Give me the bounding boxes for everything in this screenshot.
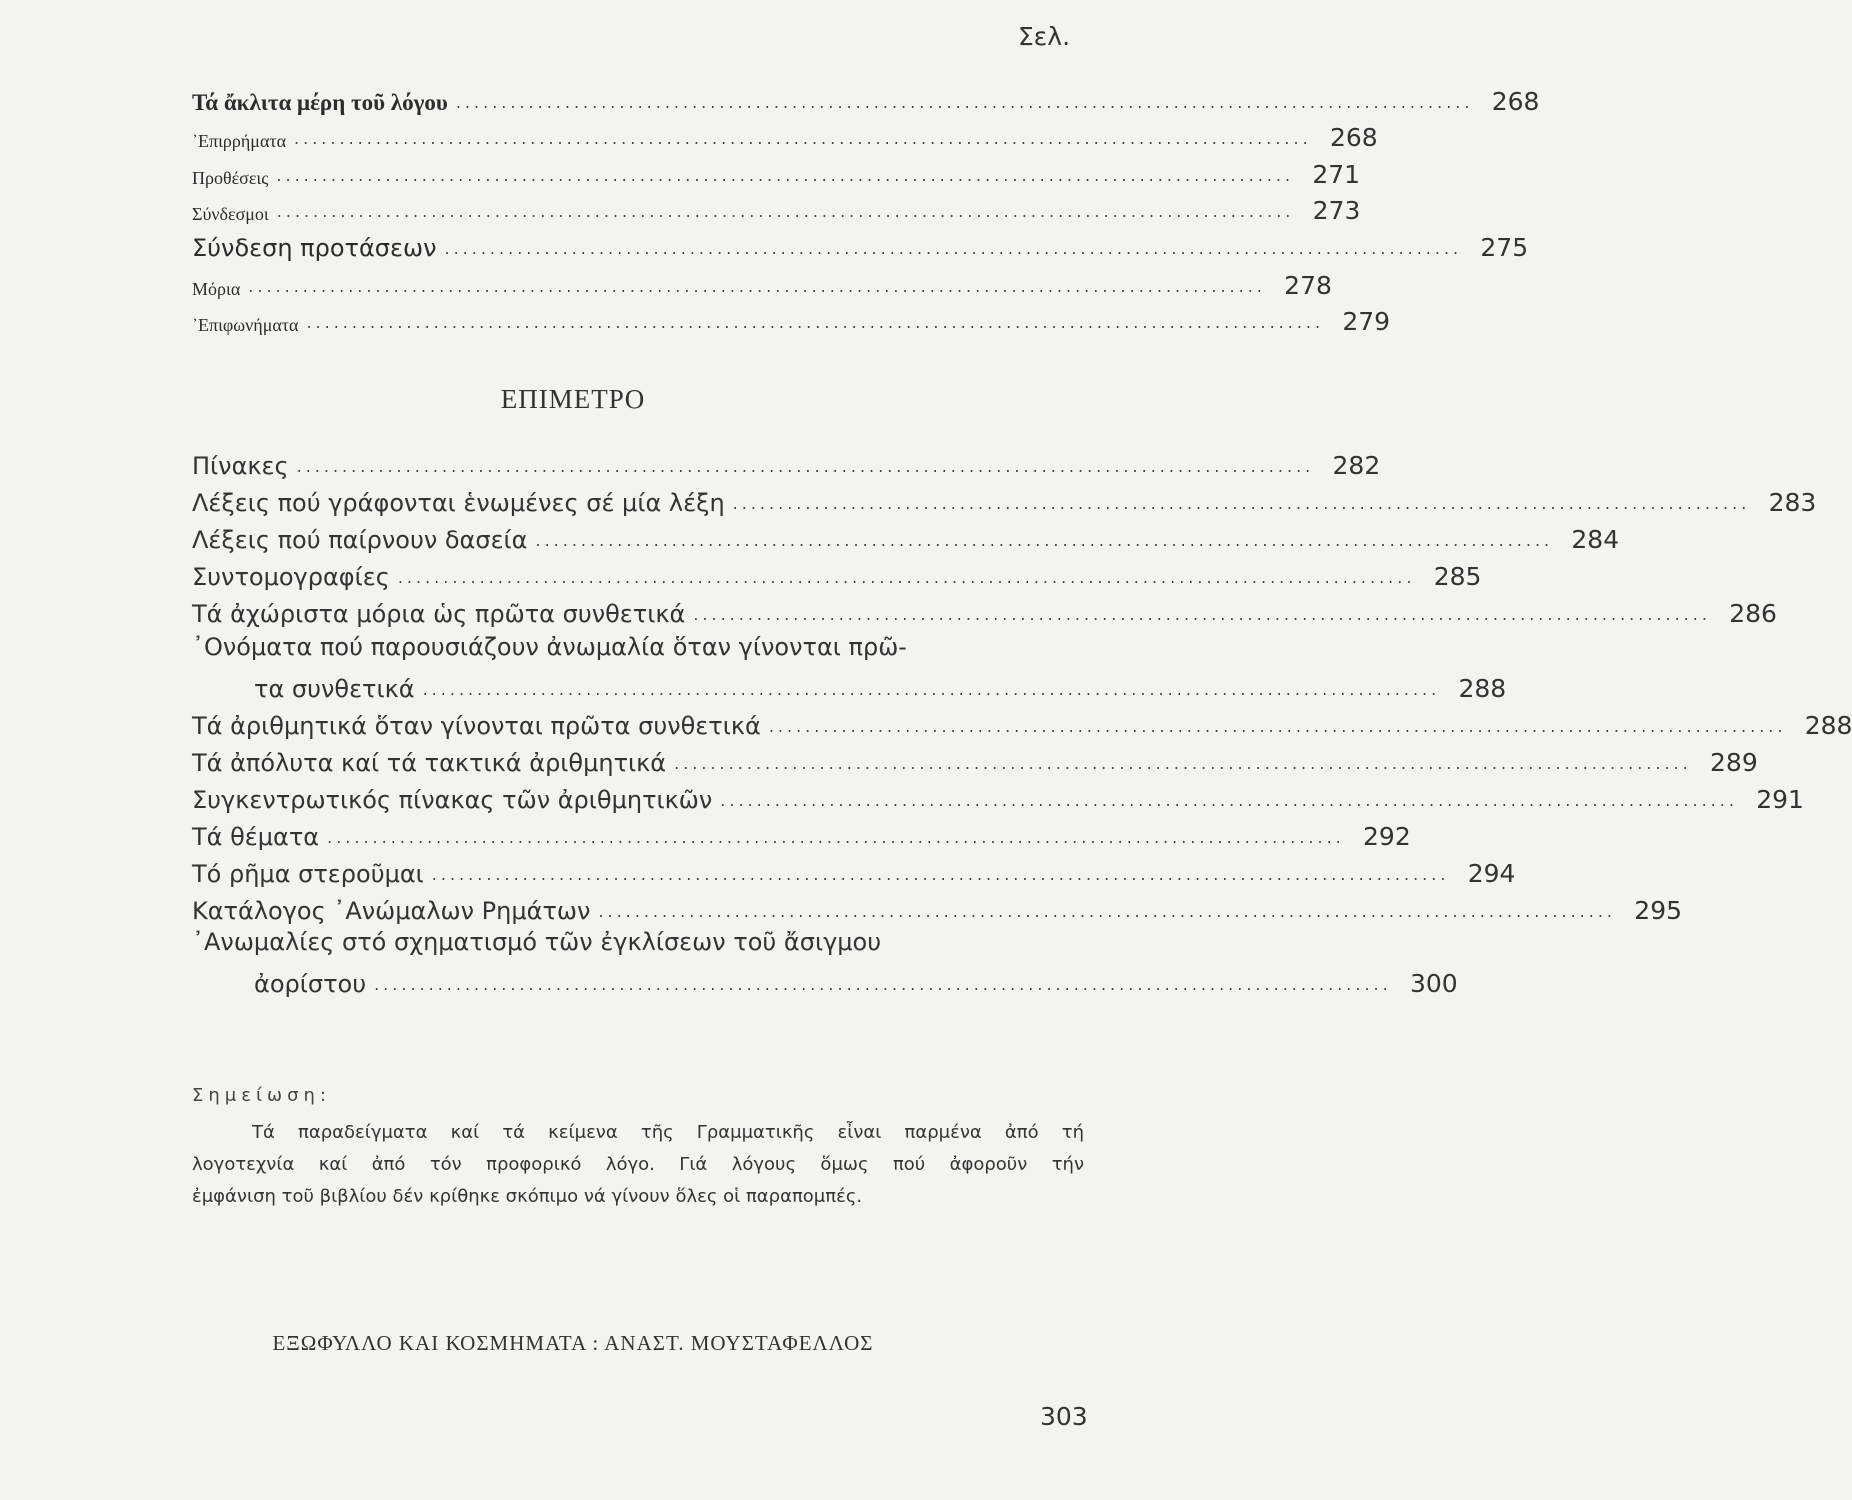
toc-entry-label: Μόρια (192, 279, 241, 299)
dot-leader: ................................................................................................................ (693, 605, 1711, 624)
toc-entry (192, 815, 1411, 851)
toc-entry-page: 288 (1458, 674, 1507, 703)
dot-leader: ................................................................................................................ (276, 166, 1295, 185)
page-number: 303 (1040, 1402, 1088, 1431)
toc-entry-page: 292 (1363, 822, 1411, 851)
dot-leader: ................................................................................................................ (444, 239, 1463, 258)
toc-entry (192, 889, 1683, 925)
toc-entry-label: ᾿Επιφωνήματα (192, 315, 299, 335)
toc-entry (192, 155, 1361, 189)
toc-entry (192, 555, 1482, 591)
note-line: ἐμφάνιση τοῦ βιβλίου δέν κρίθηκε σκόπιμο νά γίνουν ὅλες οἱ παραπομπές. (192, 1186, 863, 1207)
toc-entry (192, 82, 1540, 116)
toc-entry-page: 279 (1342, 307, 1391, 336)
toc-entry-label: Τά ἄκλιτα μέρη τοῦ λόγου (192, 90, 448, 115)
dot-leader: ................................................................................................................ (732, 494, 1751, 513)
dot-leader: ................................................................................................................ (374, 975, 1392, 994)
dot-leader: ................................................................................................................ (327, 828, 1345, 847)
dot-leader: ................................................................................................................ (431, 865, 1450, 884)
dot-leader: ................................................................................................................ (455, 93, 1474, 112)
toc-entry-label: Σύνδεση προτάσεων (192, 234, 437, 262)
toc-entry-page: 283 (1768, 488, 1817, 517)
toc-entry-label-line1: ᾿Ανωμαλίες στό σχηματισμό τῶν ἐγκλίσεων τοῦ ἄσιγμου (192, 928, 882, 956)
toc-entry-page: 271 (1312, 160, 1361, 189)
toc-entry-label: Λέξεις πού παίρνουν δασεία (192, 526, 528, 554)
toc-entry-label: Τά θέματα (192, 823, 320, 851)
toc-entry (192, 518, 1620, 554)
cover-credit: ΕΞΩΦΥΛΛΟ ΚΑΙ ΚΟΣΜΗΜΑΤΑ : ΑΝΑΣΤ. ΜΟΥΣΤΑΦΕΛΛΟΣ (272, 1331, 874, 1355)
toc-entry-label: Λέξεις πού γράφονται ἑνωμένες σέ μία λέξη (192, 489, 725, 517)
toc-entry-label: Προθέσεις (192, 168, 269, 188)
toc-entry-label: ᾿Επιρρήματα (192, 131, 287, 151)
dot-leader: ................................................................................................................ (535, 531, 1554, 550)
toc-entry-page: 291 (1756, 785, 1804, 814)
toc-entry-page: 295 (1634, 896, 1683, 925)
section-heading: ΕΠΙΜΕΤΡΟ (500, 384, 646, 414)
dot-leader: ................................................................................................................ (422, 680, 1441, 699)
toc-entry (192, 778, 1804, 814)
toc-entry-label: Κατάλογος ᾿Ανώμαλων Ρημάτων (192, 897, 591, 925)
dot-leader: ................................................................................................................ (296, 457, 1315, 476)
toc-entry-page: 275 (1480, 233, 1529, 262)
dot-leader: ................................................................................................................ (248, 277, 1266, 296)
toc-entry-label: τα συνθετικά (254, 675, 415, 703)
toc-entry-page: 300 (1410, 969, 1458, 998)
toc-entry-label: Πίνακες (192, 452, 289, 480)
toc-entry (192, 741, 1758, 777)
toc-entry (192, 266, 1332, 300)
toc-entry-page: 273 (1312, 196, 1361, 225)
toc-entry-page: 285 (1433, 562, 1482, 591)
toc-entry (192, 228, 1529, 262)
toc-entry-page: 288 (1804, 711, 1852, 740)
toc-entry-label: Συγκεντρωτικός πίνακας τῶν ἀριθμητικῶν (192, 786, 713, 814)
toc-entry-label: ἀορίστου (254, 970, 367, 998)
dot-leader: ................................................................................................................ (306, 313, 1325, 332)
toc-entry (192, 481, 1817, 517)
note-line: Τά παραδείγματα καί τά κείμενα τῆς Γραμματικῆς εἶναι παρμένα ἀπό τή (252, 1122, 1084, 1143)
toc-entry (254, 962, 1458, 998)
dot-leader: ................................................................................................................ (674, 754, 1692, 773)
toc-entry (192, 191, 1361, 225)
dot-leader: ................................................................................................................ (598, 902, 1617, 921)
dot-leader: ................................................................................................................ (294, 129, 1312, 148)
toc-entry-page: 284 (1571, 525, 1620, 554)
toc-entry (192, 852, 1516, 888)
toc-entry-page: 289 (1710, 748, 1758, 777)
dot-leader: ................................................................................................................ (768, 717, 1787, 736)
toc-entry (192, 302, 1391, 336)
dot-leader: ................................................................................................................ (276, 202, 1295, 221)
toc-entry-label: Τά ἀχώριστα μόρια ὡς πρῶτα συνθετικά (192, 600, 686, 628)
toc-entry-page: 294 (1467, 859, 1516, 888)
toc-entry-page: 278 (1284, 271, 1332, 300)
toc-entry-label: Σύνδεσμοι (192, 204, 269, 224)
toc-entry-label: Τό ρῆμα στεροῦμαι (192, 860, 424, 888)
toc-entry-page: 268 (1329, 123, 1378, 152)
toc-entry-page: 286 (1729, 599, 1777, 628)
dot-leader: ................................................................................................................ (720, 791, 1738, 810)
page-column-header: Σελ. (1018, 22, 1071, 51)
toc-entry (192, 592, 1777, 628)
toc-entry-label: Τά ἀπόλυτα καί τά τακτικά ἀριθμητικά (192, 749, 667, 777)
note-title: Σημείωση: (192, 1085, 332, 1106)
note-line: λογοτεχνία καί ἀπό τόν προφορικό λόγο. Γιά λόγους ὅμως πού ἀφοροῦν τήν (192, 1154, 1084, 1175)
toc-entry (192, 704, 1852, 740)
toc-entry-label-line1: ᾿Ονόματα πού παρουσιάζουν ἀνωμαλία ὅταν γίνονται πρῶ- (192, 633, 907, 661)
toc-entry-page: 282 (1332, 451, 1381, 480)
toc-entry-label: Συντομογραφίες (192, 563, 390, 591)
dot-leader: ................................................................................................................ (397, 568, 1416, 587)
toc-entry (192, 118, 1378, 152)
toc-entry (192, 444, 1381, 480)
toc-entry-label: Τά ἀριθμητικά ὅταν γίνονται πρῶτα συνθετικά (192, 712, 761, 740)
toc-entry-page: 268 (1491, 87, 1540, 116)
toc-entry (254, 667, 1507, 703)
